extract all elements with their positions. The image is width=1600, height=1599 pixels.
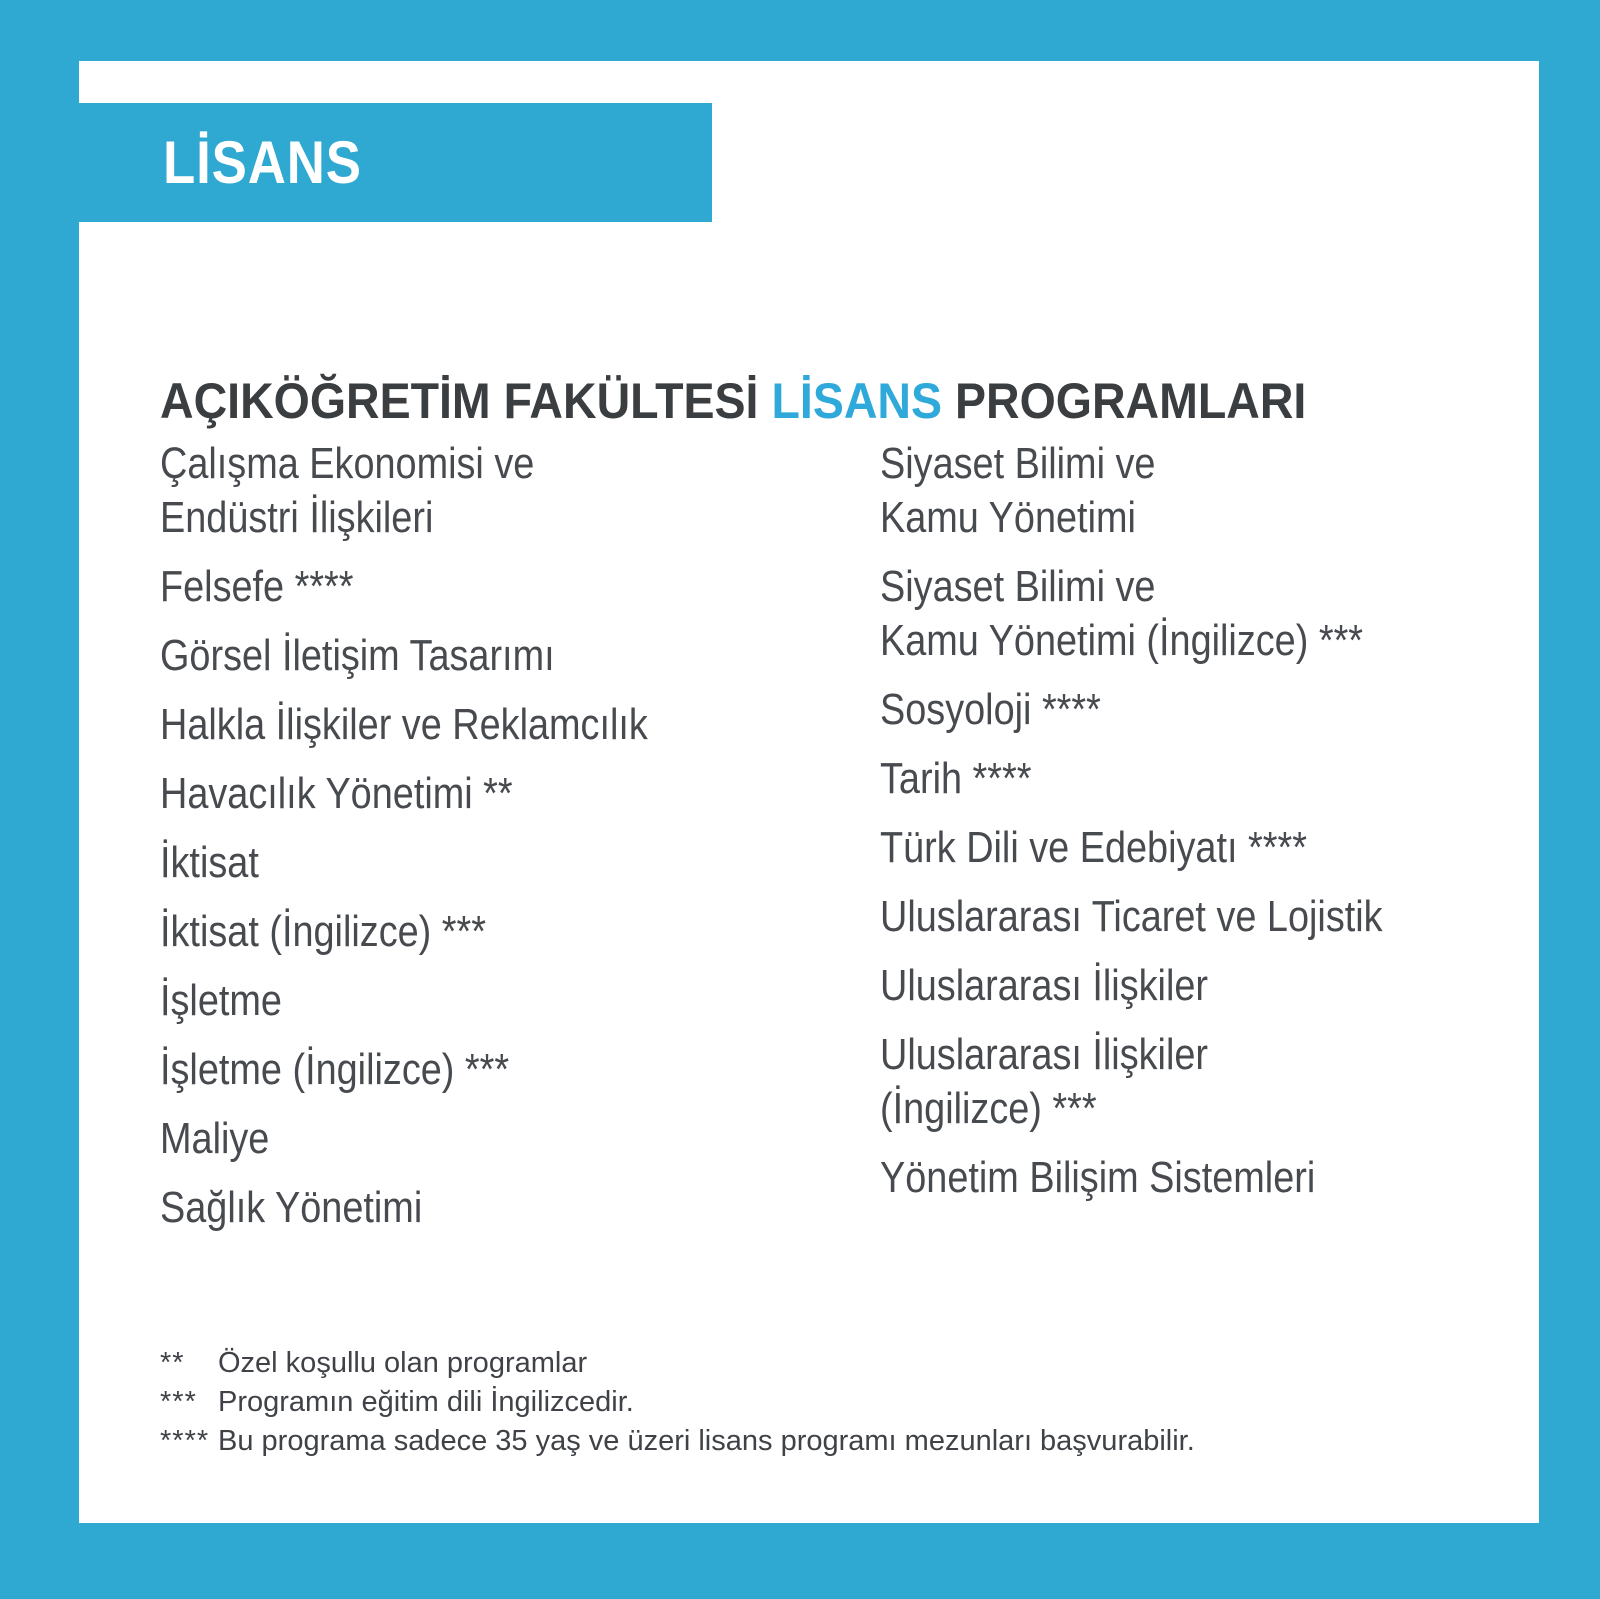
program-item — [880, 890, 1534, 944]
program-name-line: Felsefe **** — [160, 562, 354, 611]
program-item — [160, 1181, 814, 1235]
program-item — [160, 560, 814, 614]
program-name-line: Kamu Yönetimi (İngilizce) *** — [880, 616, 1364, 665]
program-item — [160, 1112, 814, 1166]
program-item — [160, 767, 814, 821]
program-name-line: Uluslararası İlişkiler — [880, 1030, 1209, 1079]
program-name-line: (İngilizce) *** — [880, 1084, 1097, 1133]
program-name-line: Yönetim Bilişim Sistemleri — [880, 1153, 1316, 1202]
program-name-line: Maliye — [160, 1114, 270, 1163]
program-item — [880, 821, 1534, 875]
program-item — [880, 959, 1534, 1013]
footnote-row — [160, 1383, 1460, 1422]
footnote-marker: *** — [160, 1386, 197, 1418]
program-item — [160, 698, 814, 752]
program-item — [880, 560, 1534, 668]
page-title-highlight: LİSANS — [771, 372, 943, 429]
page-title — [160, 373, 1306, 429]
program-item — [160, 974, 814, 1028]
footnotes — [160, 1344, 1460, 1461]
program-name-line: İşletme — [160, 976, 282, 1025]
program-name-line: Sağlık Yönetimi — [160, 1183, 423, 1232]
header-badge-label: LİSANS — [163, 129, 362, 196]
page-title-prefix: AÇIKÖĞRETİM FAKÜLTESİ — [160, 372, 759, 429]
program-name-line: Görsel İletişim Tasarımı — [160, 631, 555, 680]
program-item — [160, 1043, 814, 1097]
page-title-suffix: PROGRAMLARI — [955, 372, 1307, 429]
program-item — [880, 437, 1534, 545]
program-name-line: Halkla İlişkiler ve Reklamcılık — [160, 700, 648, 749]
program-name-line: Siyaset Bilimi ve — [880, 562, 1156, 611]
program-item — [160, 905, 814, 959]
program-list-left — [160, 437, 814, 1250]
program-item — [880, 752, 1534, 806]
footnote-text: Bu programa sadece 35 yaş ve üzeri lisans programı mezunları başvurabilir. — [218, 1425, 1195, 1457]
footnote-text: Programın eğitim dili İngilizcedir. — [218, 1386, 634, 1418]
program-item — [880, 1151, 1534, 1205]
footnote-row — [160, 1344, 1460, 1383]
program-name-line: Uluslararası İlişkiler — [880, 961, 1209, 1010]
footnote-text: Özel koşullu olan programlar — [218, 1347, 588, 1379]
program-list-right — [880, 437, 1534, 1220]
program-name-line: Uluslararası Ticaret ve Lojistik — [880, 892, 1383, 941]
footnote-marker: ** — [160, 1347, 185, 1379]
content-card — [79, 61, 1539, 1523]
program-name-line: Çalışma Ekonomisi ve — [160, 439, 535, 488]
program-item — [160, 629, 814, 683]
program-name-line: Tarih **** — [880, 754, 1032, 803]
program-name-line: Endüstri İlişkileri — [160, 493, 434, 542]
header-badge-bar — [79, 103, 712, 222]
program-name-line: Kamu Yönetimi — [880, 493, 1136, 542]
program-item — [880, 1028, 1534, 1136]
footnote-marker: **** — [160, 1425, 210, 1457]
program-item — [160, 836, 814, 890]
program-name-line: İktisat — [160, 838, 259, 887]
program-name-line: Havacılık Yönetimi ** — [160, 769, 513, 818]
footnote-row — [160, 1422, 1460, 1461]
program-name-line: İktisat (İngilizce) *** — [160, 907, 486, 956]
program-item — [880, 683, 1534, 737]
program-name-line: Sosyoloji **** — [880, 685, 1101, 734]
program-name-line: Türk Dili ve Edebiyatı **** — [880, 823, 1307, 872]
program-name-line: İşletme (İngilizce) *** — [160, 1045, 510, 1094]
program-item — [160, 437, 814, 545]
program-name-line: Siyaset Bilimi ve — [880, 439, 1156, 488]
